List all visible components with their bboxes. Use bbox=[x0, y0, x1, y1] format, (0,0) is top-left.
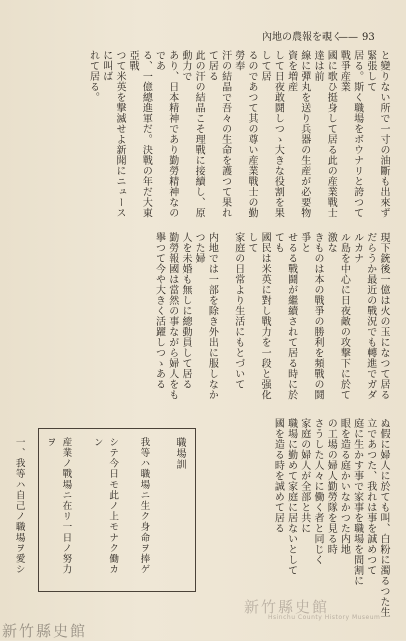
archive-watermark: 新竹縣史館 bbox=[244, 598, 330, 616]
box-body bbox=[13, 437, 167, 583]
body-text-top: と變りない所で一寸の油斷も出來ず緊張して 居る。斯く職場をボウナリと誇つて戰爭産業 國に歌ひ挺身して居る此の産業戰士達は前 線に彈丸を送り兵器の生産が必要物資を増産 して日夜敢鬪しつゝ大きな役割を果して居 るのであつて其の尊い産業戰士の勤勞奉 汗の結晶で吾々の生命を護つて果れて居る 此の汗の結晶こそ理戰に接續し、原動力で あり、日本精神であり勤勞精神なのであ る、一億總進軍だ。決戰の年だ大東亞戰 つて米英を撃滅せよ新聞にニュースに叫ば れて居る。 bbox=[87, 50, 389, 218]
header-title: 內地の農報を覗く bbox=[262, 32, 342, 43]
box-line: 産業ノ戰場ニ在リ一日ノ努力ヲ bbox=[44, 437, 72, 575]
archive-stamp: 新竹縣史館 bbox=[2, 622, 88, 640]
running-header bbox=[262, 30, 387, 46]
archive-watermark-caption: Hsinchu County History Museum bbox=[268, 614, 381, 621]
workplace-precepts-box bbox=[13, 428, 196, 592]
body-text-bottom: ぬ假に婦人に於ても叫、白粉に濁るつた生 立であつた、我れは事を誠めつて 庭に生かす事で家事を職場を間割に 眼を造る庭かいなかつた内地 の工場の婦人勤勞隊を見る時 さうした人々に働く者と同じく 家庭の婦人が全部と共に 職場に勤めて家庭に居ないとして 國を造る時を誠めて居る bbox=[272, 418, 389, 618]
box-line: シテ今日モ此ノ上モナク働カン bbox=[91, 437, 119, 575]
header-dash: —— bbox=[338, 32, 358, 43]
box-line: 我等ハ職場ニ生ク身命ヲ捧ゲ bbox=[138, 437, 150, 575]
box-title: 職場訓 bbox=[174, 437, 185, 470]
body-text-middle: 現下銃後一億は火の玉になつて居る だらうか最近の戰況でも轉進でガダルカナ ル島を中心に日夜敵の攻撃下に於て激な きものは本の戰爭の勝利を頻戰の鬪爭と せるる戰鬪が繼續されて居る時に於ても 國民は米英に對し戰力を一段と强化して 家庭の日常より生活にもとづいて 内地では一部を除き外出に服しなかつた婦 人を未婚も無しに總動員して居る 勤勞報國は當然の事ながら婦人をも 擧つて今や大きく活躍しつゝある bbox=[153, 232, 389, 400]
page-number: 93 bbox=[362, 32, 375, 43]
box-line: 一、我等ハ自己ノ職場ヲ愛シ bbox=[13, 437, 25, 575]
